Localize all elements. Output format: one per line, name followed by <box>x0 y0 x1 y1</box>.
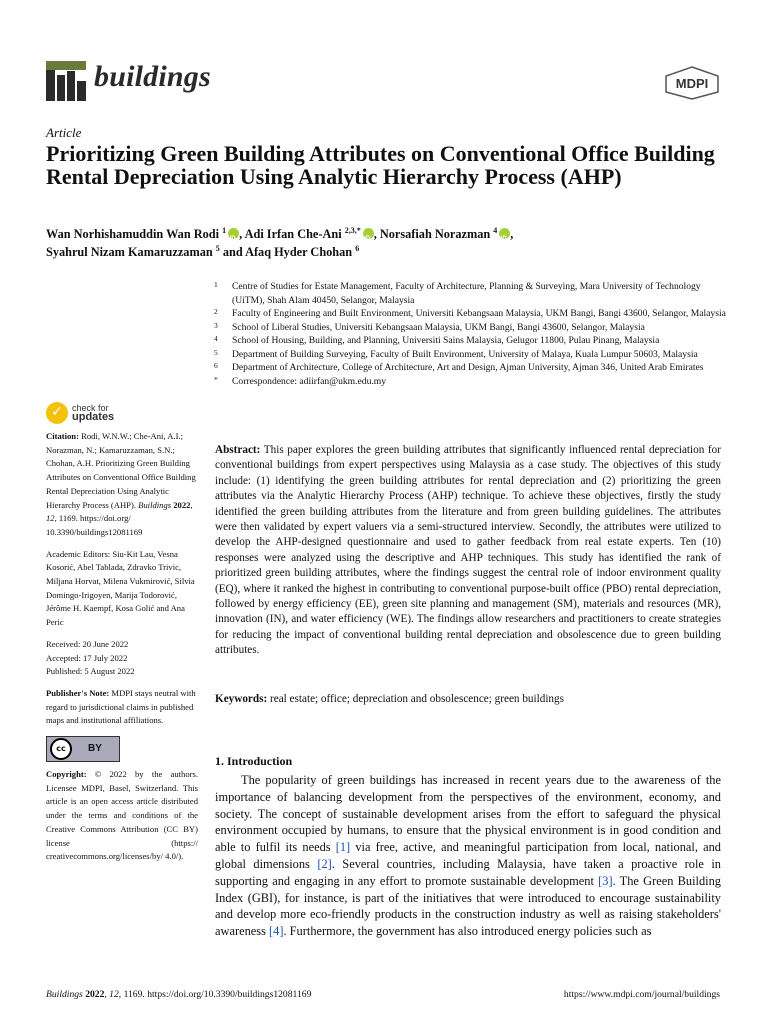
orcid-icon[interactable] <box>363 228 374 239</box>
cc-by-license-icon[interactable]: cc BY <box>46 736 120 762</box>
accepted-date: Accepted: 17 July 2022 <box>46 652 128 663</box>
abstract: Abstract: This paper explores the green building attributes that significantly influenced rental depreciation for conventional buildings from expert perspectives using Malaysia as a case study. The objectives of this study include: (1) identifying the green building attributes for rental depreciation and (2) prioritizing the green attributes via the Analytic Hierarchy Process (AHP) technique. To achieve these objectives, firstly the study identified the green building attributes from the literature and from green building guidelines. The attributes were then validated by expert valuers via a semi-structured interview. Secondly, the attributes were utilized to develop the AHP-designed questionnaire and used to gather feedback from real estate experts. Ten (10) responses were analyzed using the descriptive and AHP techniques. This study has identified the rank of prioritized green building attributes, where the findings suggest the central role of indoor environment quality (EQ), where it ranked the highest in contributing to conventional purpose-built office (PBO) rental depreciation, followed by energy efficiency (EE), green site planning and management (SM), materials and resources (MR), innovation (IN), and water efficiency (WE). The findings allow researchers and practitioners to create strategies for reducing the impact of conventional building rental depreciation and obsolescence due to green building attributes. <box>215 444 721 657</box>
citation: Citation: Rodi, W.N.W.; Che-Ani, A.I.; Norazman, N.; Kamaruzzaman, S.N.; Chohan, A.H. Prioritizing Green Building Attributes on Conventional Office Building Rental Depreciation Using Analytic Hierarchy Process (AHP). Buildings 2022, 12, 1169. https://doi.org/ 10.3390/buildings12081169 <box>46 431 196 537</box>
author-line-2: Syahrul Nizam Kamaruzzaman $^5$ and Afaq Hyder Chohan $^6$ <box>46 244 360 260</box>
section-heading: 1. Introduction <box>215 754 293 768</box>
affiliation: 3 School of Liberal Studies, Universiti Kebangsaan Malaysia, UKM Bangi, Bangi 43600, Selangor, Malaysia <box>214 320 645 333</box>
affiliations <box>214 280 734 388</box>
check-for-updates-button[interactable]: ✓ check for updates <box>46 402 198 424</box>
sidebar <box>46 402 198 864</box>
publishers-note: Publisher's Note: MDPI stays neutral with regard to jurisdictional claims in published maps and institutional affiliations. <box>46 687 196 726</box>
reference-link[interactable]: [3] <box>598 873 613 888</box>
author-name[interactable]: Adi Irfan Che-Ani <box>244 227 342 242</box>
author-name[interactable]: Wan Norhishamuddin Wan Rodi <box>46 227 220 242</box>
intro-paragraph: The popularity of green buildings has increased in recent years due to the awareness of the importance of balancing development from the perspectives of the environment, economy, and society. The concept of sustainable development arises from the effort to safeguard the physical environment occupied by humans, to ensure that the physical environment is in good condition and able to fulfil its needs [1] via free, active, and meaningful participation from local, national, and global dimensions [2]. Several countries, including Malaysia, have taken a proactive role in supporting and engaging in any effort to promote sustainable development [3]. The Green Building Index (GBI), for instance, is part of the initiatives that were introduced to encourage sustainability and develop more eco-friendly products in the construction industry as well as raising stakeholders' awareness [4]. Furthermore, the government has also introduced energy policies such as <box>215 773 721 939</box>
author-name[interactable]: Afaq Hyder Chohan <box>245 245 353 260</box>
mdpi-logo-icon <box>664 66 720 100</box>
copyright: Copyright: © 2022 by the authors. Licensee MDPI, Basel, Switzerland. This article is an open access article distributed under the terms and conditions of the Creative Commons Attribution (CC BY) license (https:// creativecommons.org/licenses/by/ 4.0/). <box>46 769 198 862</box>
footer-doi-link[interactable]: , 1169. https://doi.org/10.3390/buildings12081169 <box>118 989 312 1000</box>
affiliation: 5 Department of Building Surveying, Faculty of Built Environment, University of Malaya, Kuala Lumpur 50603, Malaysia <box>214 347 698 360</box>
affiliation: 1 Centre of Studies for Estate Management, Faculty of Architecture, Planning & Surveying, Mara University of Technology (UiTM), Shah Alam 40450, Selangor, Malaysia <box>214 280 701 306</box>
journal-name: buildings <box>94 60 211 93</box>
orcid-icon[interactable] <box>228 228 239 239</box>
orcid-icon[interactable] <box>499 228 510 239</box>
reference-link[interactable]: [1] <box>335 840 351 855</box>
affiliation: 4 School of Housing, Building, and Planning, Universiti Sains Malaysia, Gelugor 11800, Pulau Pinang, Malaysia <box>214 334 660 346</box>
author-name[interactable]: Syahrul Nizam Kamaruzzaman <box>46 245 213 260</box>
received-date: Received: 20 June 2022 <box>46 638 129 649</box>
academic-editors: Academic Editors: Siu-Kit Lau, Vesna Kosorić, Abel Tablada, Zdravko Trivic, Miljana Horvat, Milena Vukmirović, Silvia Domingo-Irigoyen, Marija Todorović, Jérôme H. Kaempf, Kosa Golić and Ana Peric <box>46 548 195 628</box>
reference-link[interactable]: [4] <box>269 924 284 939</box>
footer-journal-url[interactable]: https://www.mdpi.com/journal/buildings <box>563 989 720 1000</box>
publisher-name: MDPI <box>675 76 709 91</box>
check-updates-icon: ✓ <box>46 402 68 424</box>
affiliation: 2 Faculty of Engineering and Built Environment, Universiti Kebangsaan Malaysia, UKM Bangi, Bangi 43600, Selangor, Malaysia <box>214 307 726 319</box>
published-date: Published: 5 August 2022 <box>46 666 135 677</box>
correspondence[interactable]: * Correspondence: adiirfan@ukm.edu.my <box>214 374 387 387</box>
journal-logo-icon <box>46 61 86 101</box>
author-name[interactable]: Norsafiah Norazman <box>379 227 491 242</box>
reference-link[interactable]: [2] <box>317 856 332 871</box>
keywords: Keywords: real estate; office; depreciation and obsolescence; green buildings <box>215 693 564 705</box>
footer-citation: Buildings 2022, 12, 1169. https://doi.org/10.3390/buildings12081169 <box>46 989 312 1000</box>
author-line-1: Wan Norhishamuddin Wan Rodi $^1$iD , Adi Irfan Che-Ani $^{2,3,*}$iD , Norsafiah Norazman $^4$iD , <box>46 222 736 243</box>
article-type: Article <box>46 125 82 140</box>
affiliation: 6 Department of Architecture, College of Architecture, Art and Design, Ajman University, Ajman 346, United Arab Emirates <box>214 361 704 373</box>
citation-doi-link[interactable]: , 1169. https://doi.org/ 10.3390/buildings12081169 <box>46 513 143 537</box>
article-title: Prioritizing Green Building Attributes on Conventional Office Building Rental Depreciation Using Analytic Hierarchy Process (AHP) <box>46 141 715 189</box>
